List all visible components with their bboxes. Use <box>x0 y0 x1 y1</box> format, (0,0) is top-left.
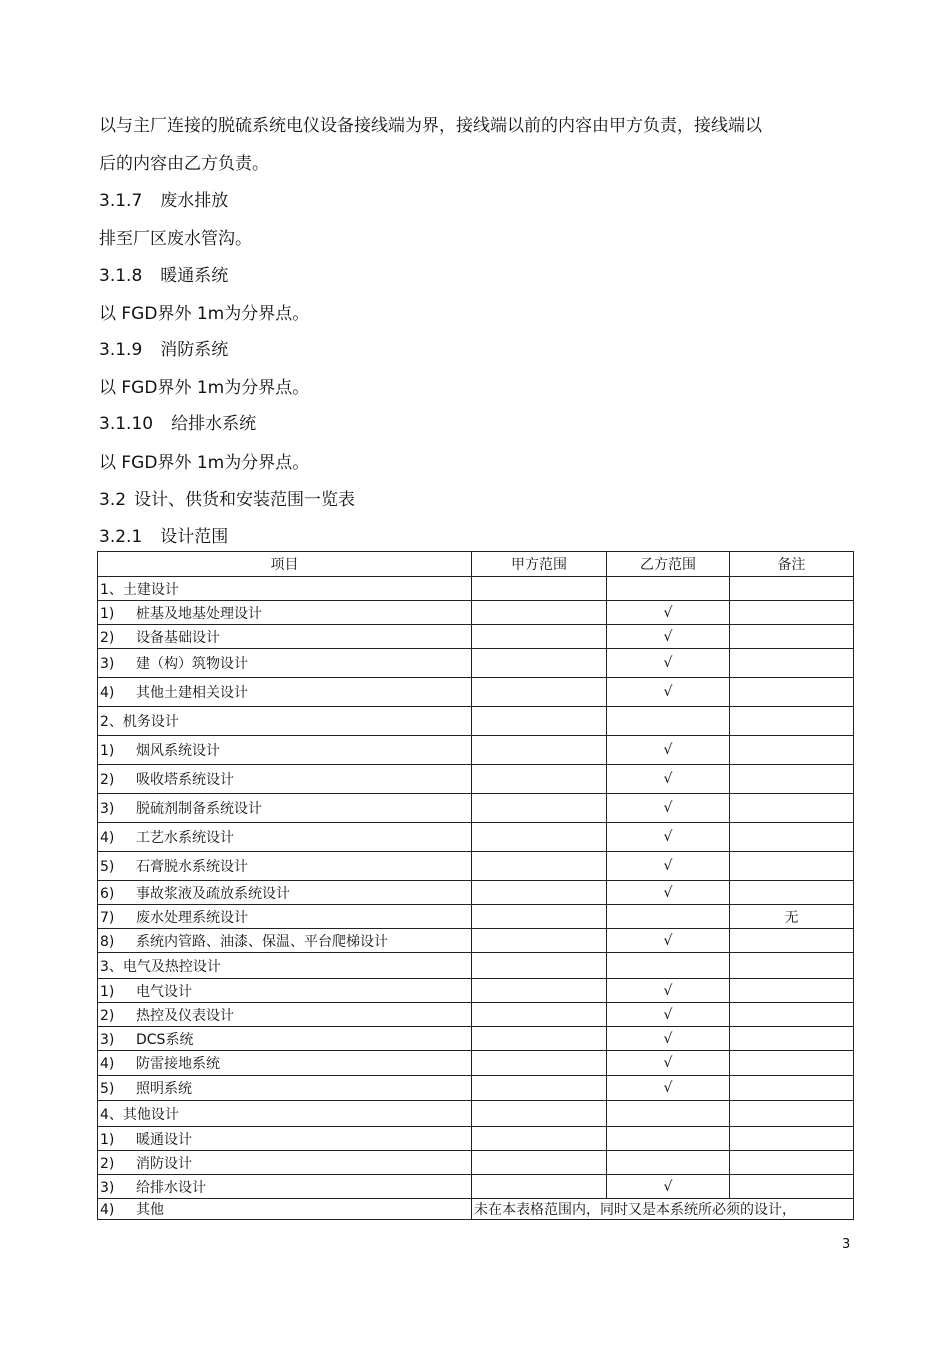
section-heading <box>99 261 228 286</box>
party-b-cell: √ <box>607 649 730 678</box>
row-label: 工艺水系统设计 <box>136 830 234 846</box>
party-a-cell <box>472 929 607 953</box>
row-index: 6) <box>100 885 115 902</box>
row-label: 电气设计 <box>136 983 192 1000</box>
note-cell <box>730 736 854 765</box>
party-b-cell <box>607 953 730 979</box>
party-b-cell: √ <box>607 625 730 649</box>
paragraph-line-2: 后的内容由乙方负责。 <box>99 154 269 174</box>
row-label: 系统内管路、油漆、保温、平台爬梯设计 <box>136 933 388 950</box>
row-index: 1) <box>100 605 115 622</box>
row-label: 设备基础设计 <box>136 629 220 646</box>
row-index: 4) <box>100 1056 115 1072</box>
row-index: 2) <box>100 1007 115 1024</box>
table-row <box>98 678 854 707</box>
party-b-cell: √ <box>607 929 730 953</box>
section-body: 以 FGD界外 1m为分界点。 <box>99 304 310 324</box>
note-cell <box>730 1051 854 1076</box>
note-cell <box>730 1175 854 1199</box>
row-item <box>98 1101 472 1127</box>
note-cell <box>730 678 854 707</box>
note-cell <box>730 1151 854 1175</box>
header-notes: 备注 <box>730 552 854 577</box>
row-index: 4) <box>100 1202 115 1218</box>
table-row <box>98 1199 854 1220</box>
party-a-cell <box>472 707 607 736</box>
party-b-cell <box>607 905 730 929</box>
party-a-cell <box>472 953 607 979</box>
section-number: 3.2.1 <box>99 527 143 547</box>
note-cell <box>730 707 854 736</box>
row-label: 其他 <box>136 1202 164 1218</box>
section-body: 以 FGD界外 1m为分界点。 <box>99 453 310 473</box>
party-b-cell <box>607 707 730 736</box>
table-row <box>98 794 854 823</box>
party-a-cell <box>472 649 607 678</box>
design-scope-table <box>97 551 854 1220</box>
note-cell <box>730 979 854 1003</box>
row-item <box>98 649 472 678</box>
row-label: 4、其他设计 <box>100 1106 179 1123</box>
row-item <box>98 1199 472 1220</box>
section-heading <box>99 335 228 360</box>
row-item <box>98 1051 472 1076</box>
header-party-a: 甲方范围 <box>472 552 607 577</box>
row-index: 3) <box>100 801 115 817</box>
row-index: 1) <box>100 743 115 759</box>
row-item <box>98 1175 472 1199</box>
party-a-cell <box>472 1175 607 1199</box>
table-row <box>98 707 854 736</box>
row-index: 3) <box>100 1179 115 1196</box>
row-index: 2) <box>100 772 115 788</box>
row-label: 给排水设计 <box>136 1179 206 1196</box>
page-number: 3 <box>842 1237 851 1252</box>
row-item <box>98 905 472 929</box>
party-b-cell: √ <box>607 765 730 794</box>
note-cell <box>730 823 854 852</box>
table-row <box>98 1051 854 1076</box>
party-a-cell <box>472 1027 607 1051</box>
table-row <box>98 953 854 979</box>
row-item <box>98 625 472 649</box>
row-index: 4) <box>100 830 115 846</box>
table-row <box>98 601 854 625</box>
table-row <box>98 649 854 678</box>
paragraph-line-1: 以与主厂连接的脱硫系统电仪设备接线端为界，接线端以前的内容由甲方负责，接线端以 <box>99 116 762 136</box>
party-a-cell <box>472 852 607 881</box>
section-title: 设计范围 <box>160 527 229 547</box>
row-item <box>98 577 472 601</box>
section-number: 3.2 <box>99 490 127 510</box>
table-row <box>98 1101 854 1127</box>
note-cell <box>730 765 854 794</box>
party-b-cell: √ <box>607 601 730 625</box>
party-b-cell: √ <box>607 1175 730 1199</box>
header-party-b: 乙方范围 <box>607 552 730 577</box>
note-cell <box>730 929 854 953</box>
row-label: 废水处理系统设计 <box>136 909 248 926</box>
party-b-cell: √ <box>607 1076 730 1101</box>
table-row <box>98 1127 854 1151</box>
table-body <box>98 577 854 1220</box>
note-cell <box>730 1003 854 1027</box>
table-row <box>98 852 854 881</box>
note-cell: 无 <box>730 905 854 929</box>
row-label: 1、土建设计 <box>100 581 179 598</box>
table-header-row <box>98 552 854 577</box>
note-cell <box>730 1101 854 1127</box>
row-label: 吸收塔系统设计 <box>136 772 234 788</box>
note-cell <box>730 881 854 905</box>
note-cell <box>730 953 854 979</box>
row-label: 热控及仪表设计 <box>136 1007 234 1024</box>
row-item <box>98 953 472 979</box>
row-label: DCS系统 <box>136 1031 194 1048</box>
table-row <box>98 577 854 601</box>
row-index: 8) <box>100 933 115 950</box>
table-row <box>98 1175 854 1199</box>
section-number: 3.1.9 <box>99 340 143 360</box>
party-a-cell <box>472 625 607 649</box>
table-row <box>98 1076 854 1101</box>
section-heading-3-2-1 <box>99 522 228 547</box>
party-b-cell <box>607 1127 730 1151</box>
note-cell <box>730 1076 854 1101</box>
table-row <box>98 1151 854 1175</box>
note-cell <box>730 649 854 678</box>
table-row <box>98 625 854 649</box>
note-cell <box>730 625 854 649</box>
party-a-cell <box>472 1051 607 1076</box>
row-label: 3、电气及热控设计 <box>100 958 221 975</box>
header-item: 项目 <box>98 552 472 577</box>
row-item <box>98 979 472 1003</box>
party-a-cell <box>472 905 607 929</box>
party-a-cell <box>472 823 607 852</box>
party-a-cell <box>472 979 607 1003</box>
row-item <box>98 1127 472 1151</box>
section-title: 设计、供货和安装范围一览表 <box>134 490 356 510</box>
party-a-cell <box>472 794 607 823</box>
note-cell <box>730 852 854 881</box>
party-b-cell: √ <box>607 678 730 707</box>
party-b-cell: √ <box>607 794 730 823</box>
table-row <box>98 979 854 1003</box>
section-heading-3-2 <box>99 485 355 510</box>
party-b-cell: √ <box>607 979 730 1003</box>
section-body: 以 FGD界外 1m为分界点。 <box>99 378 310 398</box>
section-heading <box>99 409 256 434</box>
table-row <box>98 881 854 905</box>
row-item <box>98 601 472 625</box>
party-b-cell: √ <box>607 852 730 881</box>
party-a-cell <box>472 765 607 794</box>
table-row <box>98 905 854 929</box>
party-b-cell <box>607 1101 730 1127</box>
row-index: 2) <box>100 629 115 646</box>
party-a-cell <box>472 1076 607 1101</box>
section-number: 3.1.8 <box>99 266 143 286</box>
row-item <box>98 707 472 736</box>
row-item <box>98 1003 472 1027</box>
party-a-cell <box>472 601 607 625</box>
party-a-cell <box>472 1101 607 1127</box>
party-a-cell <box>472 1127 607 1151</box>
note-cell <box>730 601 854 625</box>
row-item <box>98 765 472 794</box>
row-index: 3) <box>100 656 115 672</box>
row-item <box>98 794 472 823</box>
table-row <box>98 1027 854 1051</box>
party-b-cell: √ <box>607 881 730 905</box>
row-item <box>98 881 472 905</box>
note-cell <box>730 577 854 601</box>
party-b-cell <box>607 1151 730 1175</box>
party-a-cell <box>472 678 607 707</box>
party-a-cell <box>472 1003 607 1027</box>
row-item <box>98 929 472 953</box>
row-index: 2) <box>100 1155 115 1172</box>
section-number: 3.1.7 <box>99 191 143 211</box>
row-index: 5) <box>100 1081 115 1097</box>
section-title: 废水排放 <box>160 191 229 211</box>
row-label: 2、机务设计 <box>100 714 179 730</box>
row-label: 消防设计 <box>136 1155 192 1172</box>
row-item <box>98 1027 472 1051</box>
table-row <box>98 765 854 794</box>
table-row <box>98 1003 854 1027</box>
row-label: 石膏脱水系统设计 <box>136 859 248 875</box>
section-heading <box>99 186 228 211</box>
row-item <box>98 852 472 881</box>
row-index: 5) <box>100 859 115 875</box>
row-item <box>98 736 472 765</box>
party-b-cell: √ <box>607 1027 730 1051</box>
row-label: 其他土建相关设计 <box>136 685 248 701</box>
table-row <box>98 736 854 765</box>
section-body: 排至厂区废水管沟。 <box>99 229 252 249</box>
row-label: 桩基及地基处理设计 <box>136 605 262 622</box>
merged-note-cell: 未在本表格范围内，同时又是本系统所必须的设计， <box>472 1199 854 1220</box>
party-b-cell: √ <box>607 736 730 765</box>
section-title: 给排水系统 <box>171 414 257 434</box>
row-index: 3) <box>100 1031 115 1048</box>
row-label: 建（构）筑物设计 <box>136 656 248 672</box>
row-label: 脱硫剂制备系统设计 <box>136 801 262 817</box>
note-cell <box>730 794 854 823</box>
note-cell <box>730 1127 854 1151</box>
party-b-cell: √ <box>607 1051 730 1076</box>
row-label: 事故浆液及疏放系统设计 <box>136 885 290 902</box>
party-a-cell <box>472 881 607 905</box>
party-a-cell <box>472 1151 607 1175</box>
party-a-cell <box>472 577 607 601</box>
note-cell <box>730 1027 854 1051</box>
table-row <box>98 823 854 852</box>
row-label: 烟风系统设计 <box>136 743 220 759</box>
row-label: 暖通设计 <box>136 1131 192 1148</box>
row-item <box>98 678 472 707</box>
party-b-cell: √ <box>607 1003 730 1027</box>
row-item <box>98 1151 472 1175</box>
table-row <box>98 929 854 953</box>
party-b-cell <box>607 577 730 601</box>
section-title: 暖通系统 <box>160 266 229 286</box>
row-item <box>98 1076 472 1101</box>
section-title: 消防系统 <box>160 340 229 360</box>
row-index: 7) <box>100 909 115 926</box>
party-b-cell: √ <box>607 823 730 852</box>
section-number: 3.1.10 <box>99 414 154 434</box>
row-index: 1) <box>100 983 115 1000</box>
row-index: 1) <box>100 1131 115 1148</box>
row-label: 照明系统 <box>136 1081 192 1097</box>
row-index: 4) <box>100 685 115 701</box>
row-label: 防雷接地系统 <box>136 1056 220 1072</box>
row-item <box>98 823 472 852</box>
party-a-cell <box>472 736 607 765</box>
